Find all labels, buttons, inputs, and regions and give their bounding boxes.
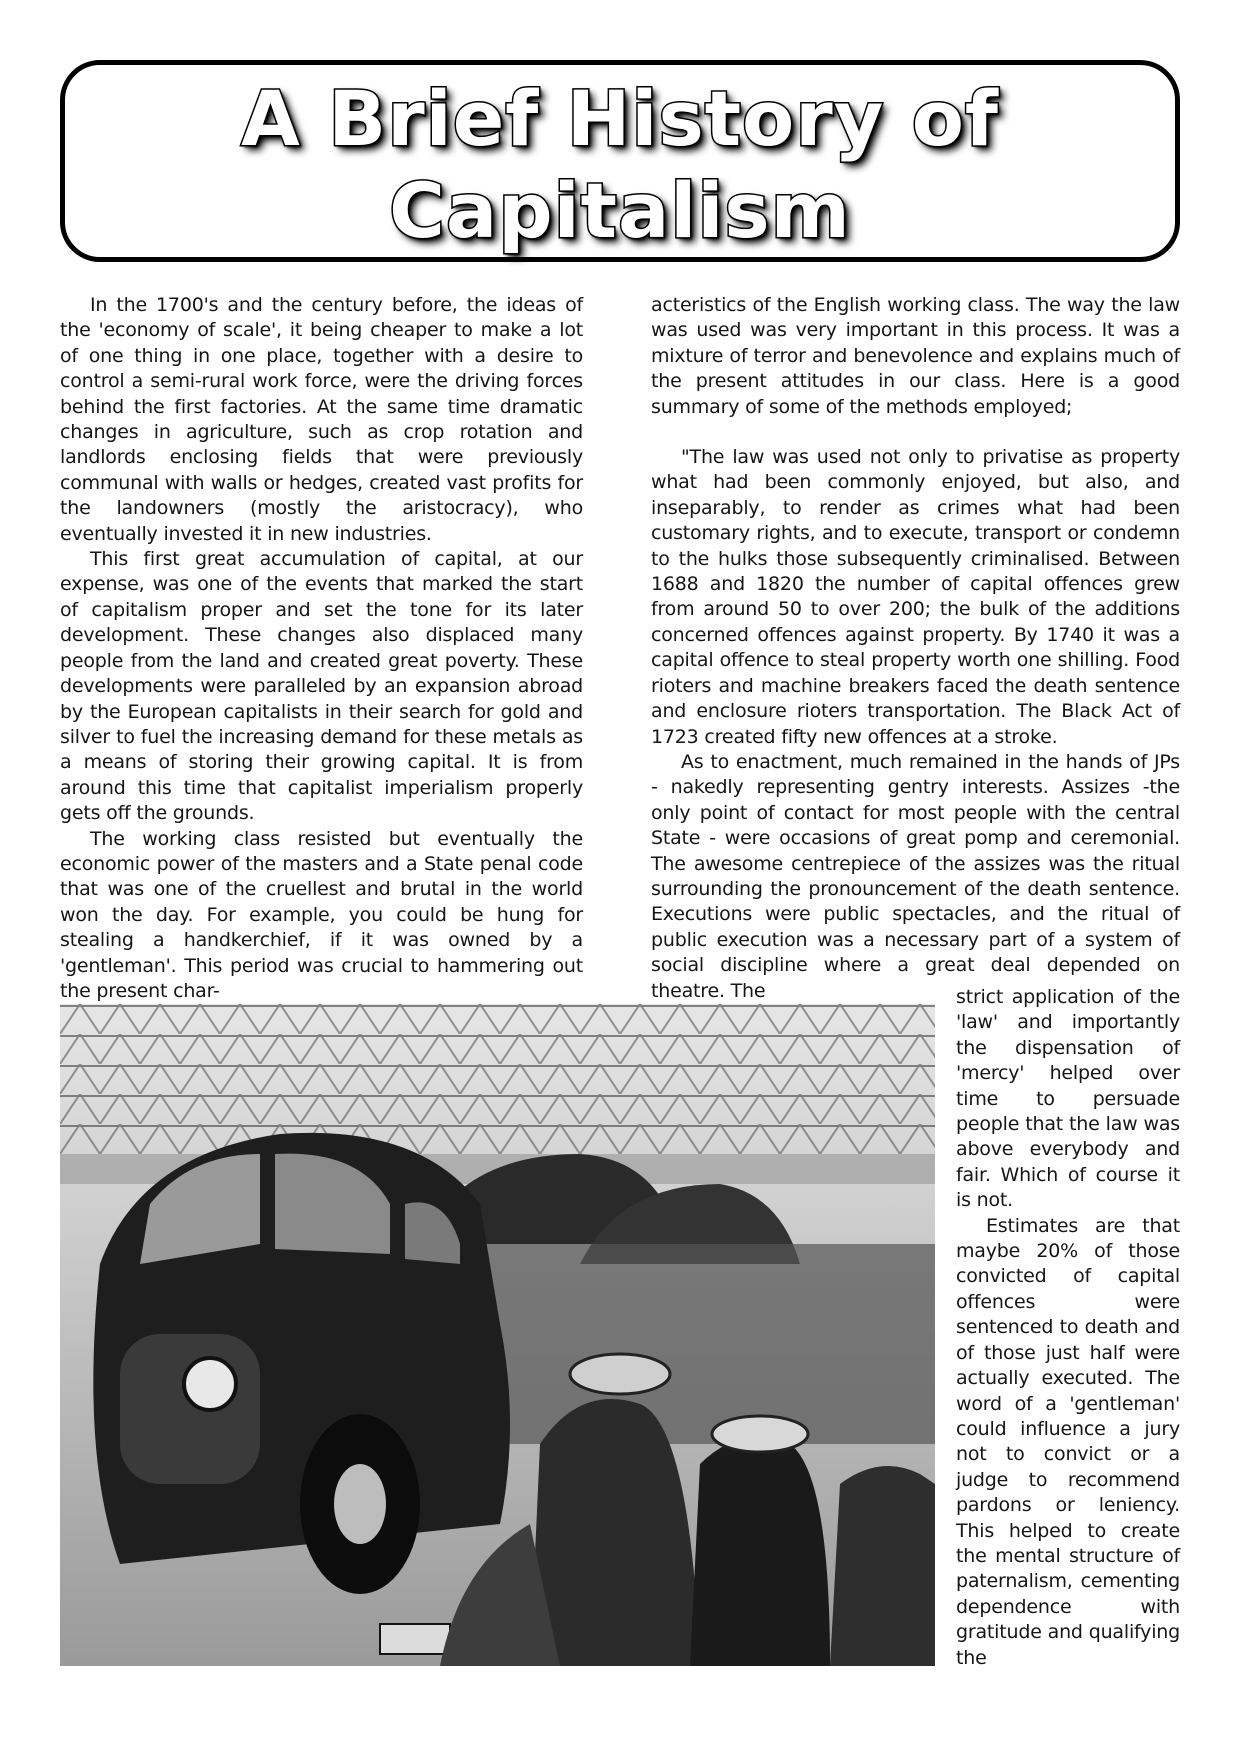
column-2 <box>651 293 1180 1004</box>
title-line-1: A Brief History of <box>241 74 999 163</box>
worker-hat <box>712 1416 808 1452</box>
paragraph: The working class resisted but eventually the economic power of the masters and a State penal code that was one of the cruellest and brutal in the world won the day. For example, you could be hung for stealing a handkerchief, if it was owned by a 'gentleman'. This period was crucial to hammering out the present char- <box>60 827 583 1002</box>
paragraph: strict application of the 'law' and importantly the dispensation of 'mercy' helped over time to persuade people that the law was above everybody and fair. Which of course it is not. <box>956 986 1180 1212</box>
paragraph: Estimates are that maybe 20% of those convicted of capital offences were sentenced to death and of those just half were actually executed. The word of a 'gentleman' could influence a jury not to convict or a judge to recommend pardons or leniency. This helped to create the mental structure of paternalism, cementing dependence with gratitude and qualifying the <box>956 1214 1180 1669</box>
factory-photo <box>60 1004 935 1666</box>
paragraph-gap <box>651 420 1180 445</box>
paragraph: acteristics of the English working class. The way the law was used was very important in this process. It was a mixture of terror and benevolence and explains much of the present attitudes in our class. Here is a good summary of some of the methods employed; <box>651 294 1180 418</box>
license-plate <box>380 1624 450 1654</box>
paragraph: In the 1700's and the century before, the ideas of the 'economy of scale', it being cheaper to make a lot of one thing in one place, together with a desire to control a semi-rural work force, were the driving forces behind the first factories. At the same time dramatic changes in agriculture, such as crop rotation and landlords enclosing fields that were previously communal with walls or hedges, created vast profits for the landowners (mostly the aristocracy), who eventually invested it in new industries. <box>60 294 583 545</box>
paragraph: This first great accumulation of capital, at our expense, was one of the events that marked the start of capitalism proper and set the tone for its later development. These changes also displaced many people from the land and created great poverty. These developments were paralleled by an expansion abroad by the European capitalists in their search for gold and silver to fuel the increasing demand for these metals as a means of storing their growing capital. It is from around this time that capitalist imperialism properly gets off the grounds. <box>60 548 583 825</box>
roof-truss <box>60 1004 935 1154</box>
column-1 <box>60 293 583 1004</box>
worker-figure <box>830 1466 935 1666</box>
page-title <box>65 73 1175 257</box>
column-3 <box>956 985 1180 1671</box>
quote-paragraph: "The law was used not only to privatise as property what had been commonly enjoyed, but also, and inseparably, to render as crimes what had been customary rights, and to execute, transport or condemn to the hulks those subsequently criminalised. Between 1688 and 1820 the number of capital offences grew from around 50 to over 200; the bulk of the additions concerned offences against property. By 1740 it was a capital offence to steal property worth one shilling. Food rioters and machine breakers faced the death sentence and enclosure rioters transportation. The Black Act of 1723 created fifty new offences at a stroke. <box>651 446 1180 748</box>
title-box <box>60 60 1180 262</box>
car-headlight <box>184 1358 236 1410</box>
car-grille <box>120 1334 260 1484</box>
car-assembly-line-illustration <box>60 1004 935 1666</box>
worker-hat <box>570 1354 670 1394</box>
title-line-2: Capitalism <box>389 166 851 255</box>
paragraph: As to enactment, much remained in the hands of JPs - nakedly representing gentry interests. Assizes -the only point of contact for most people with the central State - were occasions of great pomp and ceremonial. The awesome centrepiece of the assizes was the ritual surrounding the pronouncement of the death sentence. Executions were public spectacles, and the ritual of public execution was a necessary part of a system of social discipline where a great deal depended on theatre. The <box>651 750 1180 1002</box>
